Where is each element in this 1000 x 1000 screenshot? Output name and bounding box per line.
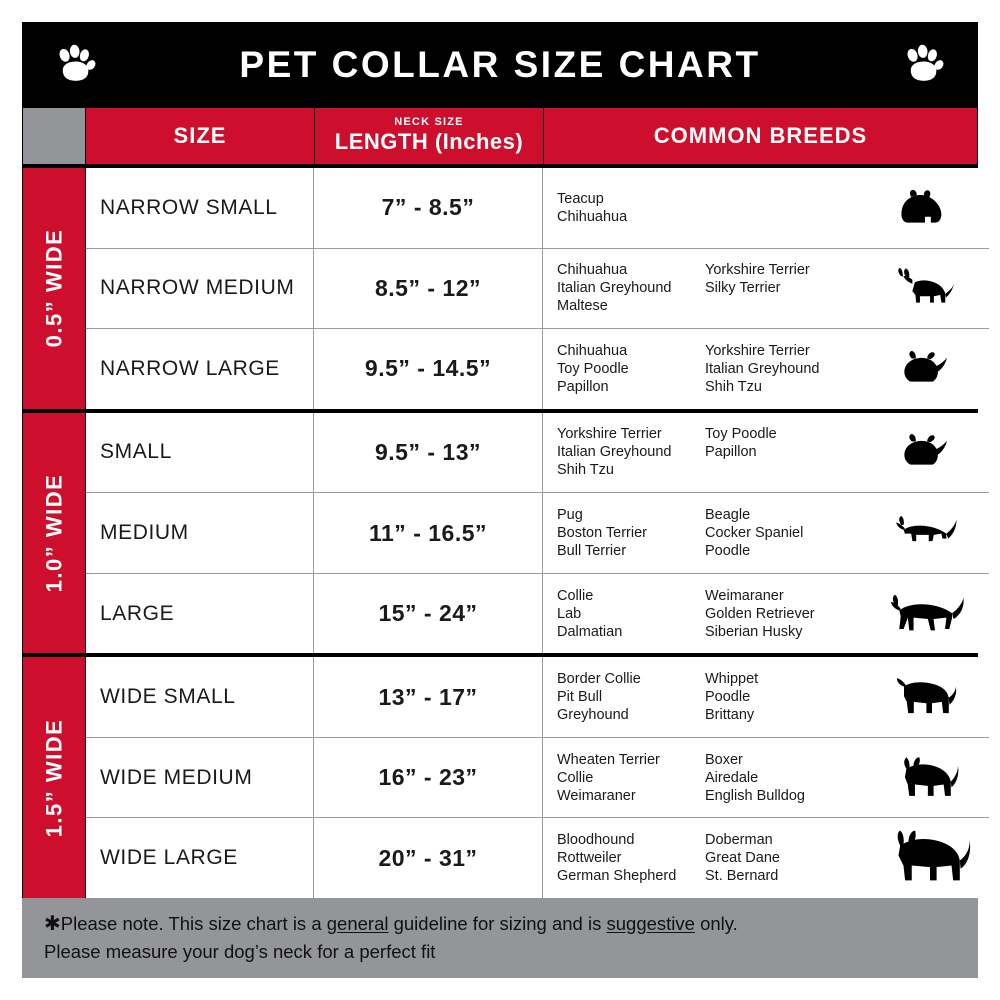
- cell-size: WIDE SMALL: [86, 657, 314, 737]
- breed-name: Greyhound: [557, 707, 629, 724]
- breed-name: Toy Poodle: [557, 360, 629, 377]
- footer-line-1: [44, 910, 960, 938]
- table-row: [86, 168, 989, 249]
- cell-breeds: [543, 249, 989, 329]
- breed-name: Rottweiler: [557, 850, 622, 867]
- breed-name: Italian Greyhound: [557, 444, 672, 461]
- breed-name: Chihuahua: [557, 208, 628, 225]
- breed-name: Golden Retriever: [705, 605, 815, 622]
- breed-name: Italian Greyhound: [557, 280, 672, 297]
- breed-name: Papillon: [705, 444, 757, 461]
- chart-header: [22, 22, 978, 108]
- breed-name: Border Collie: [557, 671, 641, 688]
- breed-column-1: [557, 425, 705, 479]
- asterisk-icon: ✱: [44, 913, 61, 935]
- breed-column-2: [705, 670, 865, 724]
- group-rows: [86, 657, 989, 898]
- group-rows: [86, 168, 989, 409]
- cell-size: WIDE MEDIUM: [86, 738, 314, 818]
- breed-name: Collie: [557, 769, 594, 786]
- breed-column-2: [705, 342, 865, 396]
- breed-column-2: [705, 190, 865, 226]
- breed-name: Weimaraner: [557, 787, 636, 804]
- breed-name: Collie: [557, 587, 594, 604]
- table-row: [86, 574, 989, 654]
- table-header-row: [22, 108, 978, 164]
- size-group: [22, 409, 978, 654]
- cell-size: WIDE LARGE: [86, 818, 314, 898]
- table-row: [86, 329, 989, 409]
- column-header-length-main: LENGTH (Inches): [334, 129, 524, 154]
- cell-breeds: [543, 168, 989, 248]
- cell-length: 11” - 16.5”: [314, 493, 543, 573]
- breed-name: Chihuahua: [557, 262, 628, 279]
- cell-length: 15” - 24”: [314, 574, 543, 654]
- paw-icon: [54, 43, 98, 87]
- cell-breeds: [543, 818, 989, 898]
- table-row: [86, 657, 989, 738]
- size-table: [22, 108, 978, 898]
- breed-name: Poodle: [705, 689, 751, 706]
- column-header-size: SIZE: [86, 108, 314, 164]
- cell-size: NARROW MEDIUM: [86, 249, 314, 329]
- doberman-silhouette-icon: [865, 818, 985, 898]
- breed-name: Maltese: [557, 298, 608, 315]
- footer-note: [22, 898, 978, 978]
- column-header-length-sub: NECK SIZE: [394, 116, 464, 128]
- cell-breeds: [543, 574, 989, 654]
- breed-column-1: [557, 751, 705, 805]
- breed-column-2: [705, 506, 865, 560]
- breed-name: Papillon: [557, 378, 609, 395]
- cell-breeds: [543, 413, 989, 493]
- breed-column-1: [557, 587, 705, 641]
- table-row: [86, 249, 989, 330]
- breed-name: Wheaten Terrier: [557, 751, 660, 768]
- pitbull-silhouette-icon: [865, 657, 985, 737]
- paw-icon: [902, 43, 946, 87]
- group-width-text: 0.5” WIDE: [41, 229, 67, 348]
- breed-name: Beagle: [705, 507, 751, 524]
- table-header-corner: [23, 108, 85, 164]
- group-width-text: 1.5” WIDE: [41, 718, 67, 837]
- table-row: [86, 818, 989, 898]
- breed-name: Italian Greyhound: [705, 360, 820, 377]
- breed-name: Teacup: [557, 190, 604, 207]
- group-width-label: [23, 657, 85, 898]
- cell-breeds: [543, 738, 989, 818]
- breed-column-2: [705, 587, 865, 641]
- breed-name: Doberman: [705, 832, 773, 849]
- breed-name: Poodle: [705, 543, 751, 560]
- papillon-silhouette-icon: [865, 329, 985, 409]
- footer-text-c: only.: [694, 913, 738, 934]
- table-row: [86, 738, 989, 819]
- boxer-silhouette-icon: [865, 738, 985, 818]
- breed-column-2: [705, 261, 865, 315]
- breed-name: Brittany: [705, 707, 755, 724]
- group-rows: [86, 413, 989, 654]
- table-row: [86, 413, 989, 494]
- cell-breeds: [543, 657, 989, 737]
- breed-name: German Shepherd: [557, 868, 677, 885]
- column-header-breeds: COMMON BREEDS: [544, 108, 977, 164]
- breed-name: Silky Terrier: [705, 280, 781, 297]
- breed-name: Weimaraner: [705, 587, 784, 604]
- breed-column-1: [557, 342, 705, 396]
- footer-text-a: Please note. This size chart is a: [60, 913, 327, 934]
- breed-name: Yorkshire Terrier: [557, 426, 662, 443]
- breed-column-1: [557, 831, 705, 885]
- breed-column-2: [705, 425, 865, 479]
- cell-length: 16” - 23”: [314, 738, 543, 818]
- cell-breeds: [543, 493, 989, 573]
- cell-length: 9.5” - 13”: [314, 413, 543, 493]
- breed-name: Great Dane: [705, 850, 780, 867]
- cell-breeds: [543, 329, 989, 409]
- size-group: [22, 164, 978, 409]
- cell-size: SMALL: [86, 413, 314, 493]
- cell-length: 20” - 31”: [314, 818, 543, 898]
- beagle-silhouette-icon: [865, 493, 985, 573]
- column-header-length: [315, 108, 543, 164]
- cell-length: 8.5” - 12”: [314, 249, 543, 329]
- breed-name: Pit Bull: [557, 689, 603, 706]
- breed-name: Yorkshire Terrier: [705, 342, 810, 359]
- retriever-silhouette-icon: [865, 574, 985, 654]
- group-width-label: [23, 168, 85, 409]
- footer-text-b: guideline for sizing and is: [388, 913, 607, 934]
- breed-name: Bloodhound: [557, 832, 635, 849]
- cell-size: NARROW LARGE: [86, 329, 314, 409]
- breed-name: Dalmatian: [557, 623, 623, 640]
- breed-name: Pug: [557, 507, 583, 524]
- breed-name: Chihuahua: [557, 342, 628, 359]
- breed-name: Airedale: [705, 769, 759, 786]
- breed-name: Cocker Spaniel: [705, 525, 804, 542]
- group-width-text: 1.0” WIDE: [41, 473, 67, 593]
- cell-size: LARGE: [86, 574, 314, 654]
- breed-name: Boston Terrier: [557, 525, 647, 542]
- footer-line-2: Please measure your dog’s neck for a perfect fit: [44, 941, 436, 962]
- cell-length: 13” - 17”: [314, 657, 543, 737]
- breed-column-1: [557, 506, 705, 560]
- cell-size: MEDIUM: [86, 493, 314, 573]
- breed-column-1: [557, 670, 705, 724]
- breed-name: English Bulldog: [705, 787, 805, 804]
- breed-column-1: [557, 261, 705, 315]
- breed-name: Whippet: [705, 671, 759, 688]
- breed-name: Boxer: [705, 751, 743, 768]
- size-group: [22, 653, 978, 898]
- cell-length: 7” - 8.5”: [314, 168, 543, 248]
- page-title: PET COLLAR SIZE CHART: [239, 44, 761, 85]
- breed-name: Bull Terrier: [557, 543, 627, 560]
- breed-name: St. Bernard: [705, 868, 779, 885]
- breed-column-2: [705, 751, 865, 805]
- footer-emphasis-suggestive: suggestive: [606, 913, 695, 934]
- chihuahua-silhouette-icon: [865, 249, 985, 329]
- breed-name: Lab: [557, 605, 582, 622]
- group-width-label: [23, 413, 85, 654]
- breed-column-1: [557, 190, 705, 226]
- breed-name: Siberian Husky: [705, 623, 803, 640]
- papillon-silhouette-icon: [865, 413, 985, 493]
- breed-name: Shih Tzu: [705, 378, 762, 395]
- breed-column-2: [705, 831, 865, 885]
- breed-name: Toy Poodle: [705, 426, 777, 443]
- yorkie-silhouette-icon: [865, 168, 985, 248]
- cell-size: NARROW SMALL: [86, 168, 314, 248]
- table-row: [86, 493, 989, 574]
- cell-length: 9.5” - 14.5”: [314, 329, 543, 409]
- chart-frame: [22, 22, 978, 978]
- footer-emphasis-general: general: [326, 913, 389, 934]
- breed-name: Yorkshire Terrier: [705, 262, 810, 279]
- breed-name: Shih Tzu: [557, 462, 614, 479]
